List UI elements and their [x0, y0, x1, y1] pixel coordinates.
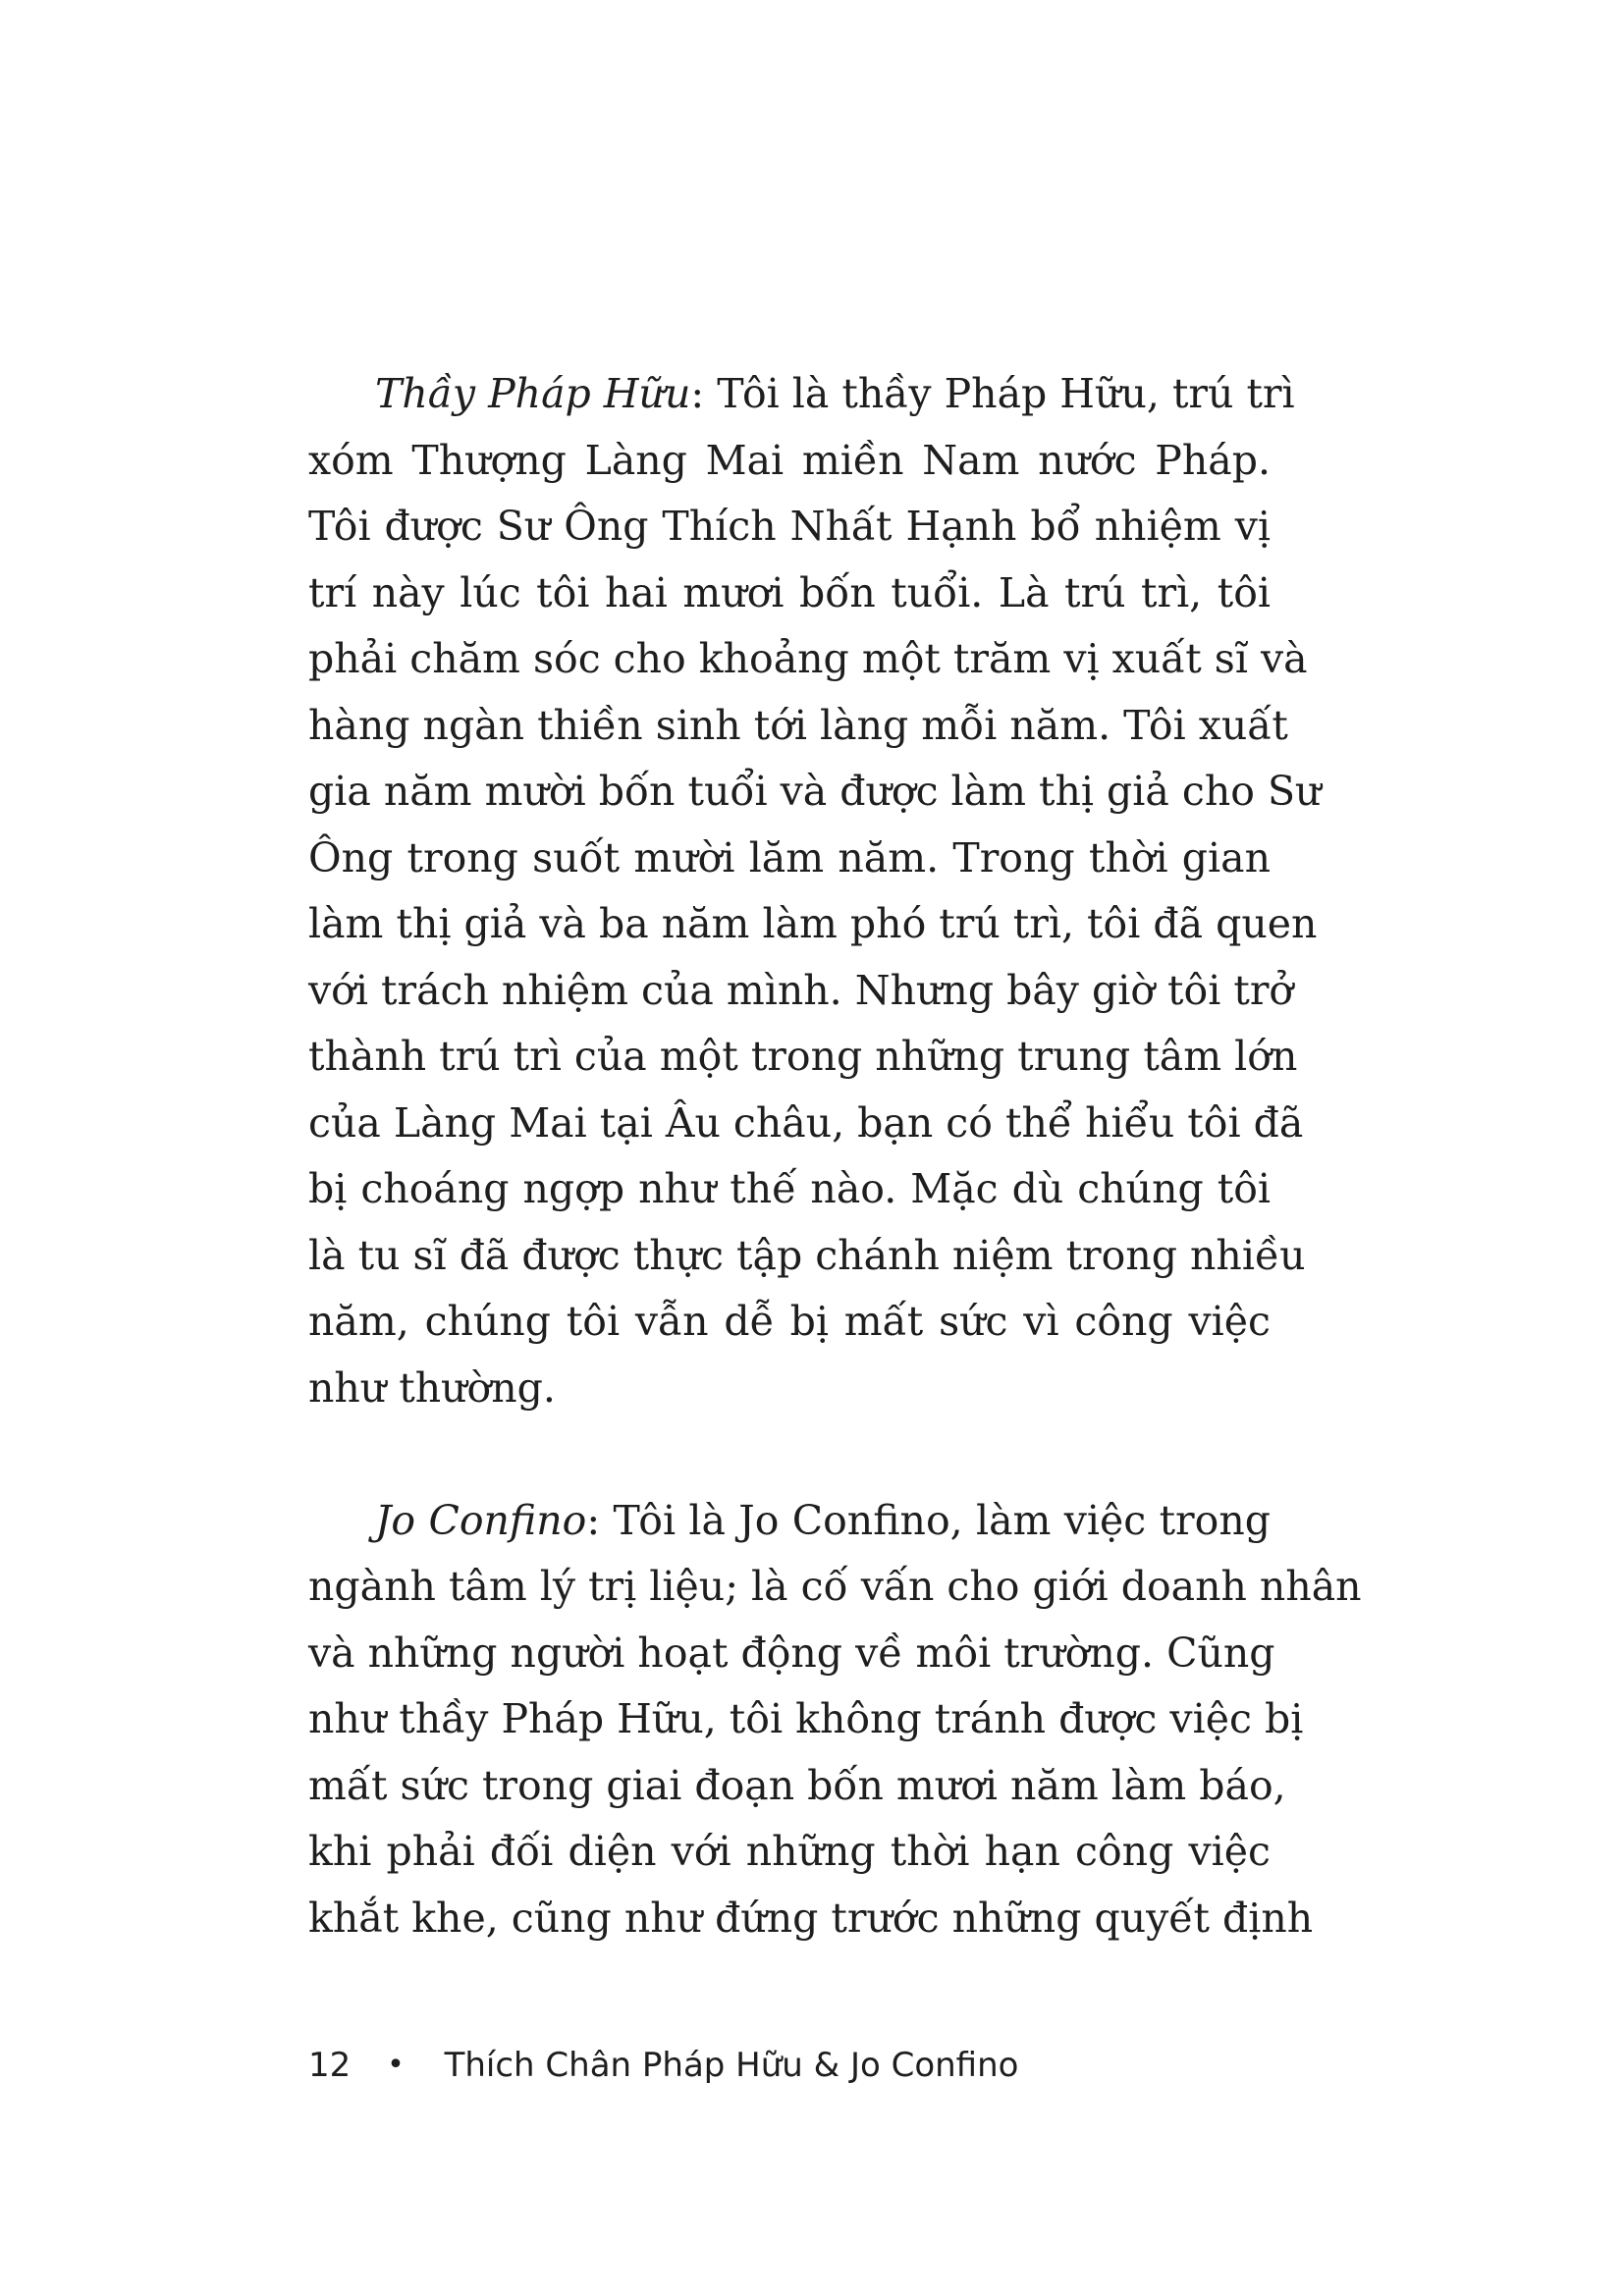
page-footer	[308, 2042, 1018, 2091]
bullet-separator: •	[387, 2048, 405, 2082]
text-line: trí này lúc tôi hai mươi bốn tuổi. Là trú trì, tôi	[308, 568, 1271, 616]
text-line: khi phải đối diện với những thời hạn công việc	[308, 1828, 1271, 1875]
page-number: 12	[308, 2046, 352, 2085]
paragraph	[308, 361, 1322, 1421]
text-line: mất sức trong giai đoạn bốn mươi năm làm báo,	[308, 1761, 1286, 1809]
text-line: thành trú trì của một trong những trung tâm lớn	[308, 1033, 1298, 1080]
running-footer-authors: Thích Chân Pháp Hữu & Jo Confino	[444, 2046, 1019, 2085]
text-line: như thường.	[308, 1363, 556, 1412]
body-text	[308, 361, 1362, 1951]
speaker-name: Jo Confino	[375, 1496, 587, 1544]
text-line: năm, chúng tôi vẫn dễ bị mất sức vì công việc	[308, 1298, 1271, 1345]
text-line: như thầy Pháp Hữu, tôi không tránh được việc bị	[308, 1695, 1304, 1742]
text-line: phải chăm sóc cho khoảng một trăm vị xuất sĩ và	[308, 635, 1308, 682]
text-line: xóm Thượng Làng Mai miền Nam nước Pháp.	[308, 436, 1271, 484]
text-line: hàng ngàn thiền sinh tới làng mỗi năm. Tôi xuất	[308, 701, 1288, 749]
paragraph-spacer	[308, 1421, 1271, 1488]
speaker-name: Thầy Pháp Hữu	[375, 370, 691, 417]
text-line: Ông trong suốt mười lăm năm. Trong thời gian	[308, 833, 1271, 881]
text-line: làm thị giả và ba năm làm phó trú trì, tôi đã quen	[308, 900, 1318, 947]
text-line: và những người hoạt động về môi trường. Cũng	[308, 1629, 1275, 1677]
text-line: gia năm mười bốn tuổi và được làm thị giả cho Sư	[308, 768, 1322, 815]
text-line: khắt khe, cũng như đứng trước những quyết định	[308, 1894, 1314, 1942]
text-line: Thầy Pháp Hữu: Tôi là thầy Pháp Hữu, trú trì	[375, 370, 1295, 417]
text-line: ngành tâm lý trị liệu; là cố vấn cho giới doanh nhân	[308, 1563, 1362, 1610]
text-line: với trách nhiệm của mình. Nhưng bây giờ tôi trở	[308, 966, 1294, 1014]
text-line: của Làng Mai tại Âu châu, bạn có thể hiểu tôi đã	[308, 1098, 1304, 1147]
paragraph	[308, 1488, 1362, 1952]
text-line: Tôi được Sư Ông Thích Nhất Hạnh bổ nhiệm vị	[308, 503, 1271, 550]
text-line: bị choáng ngợp như thế nào. Mặc dù chúng tôi	[308, 1165, 1271, 1212]
text-line: là tu sĩ đã được thực tập chánh niệm trong nhiều	[308, 1231, 1306, 1279]
text-line: Jo Confino: Tôi là Jo Confino, làm việc trong	[375, 1496, 1271, 1544]
